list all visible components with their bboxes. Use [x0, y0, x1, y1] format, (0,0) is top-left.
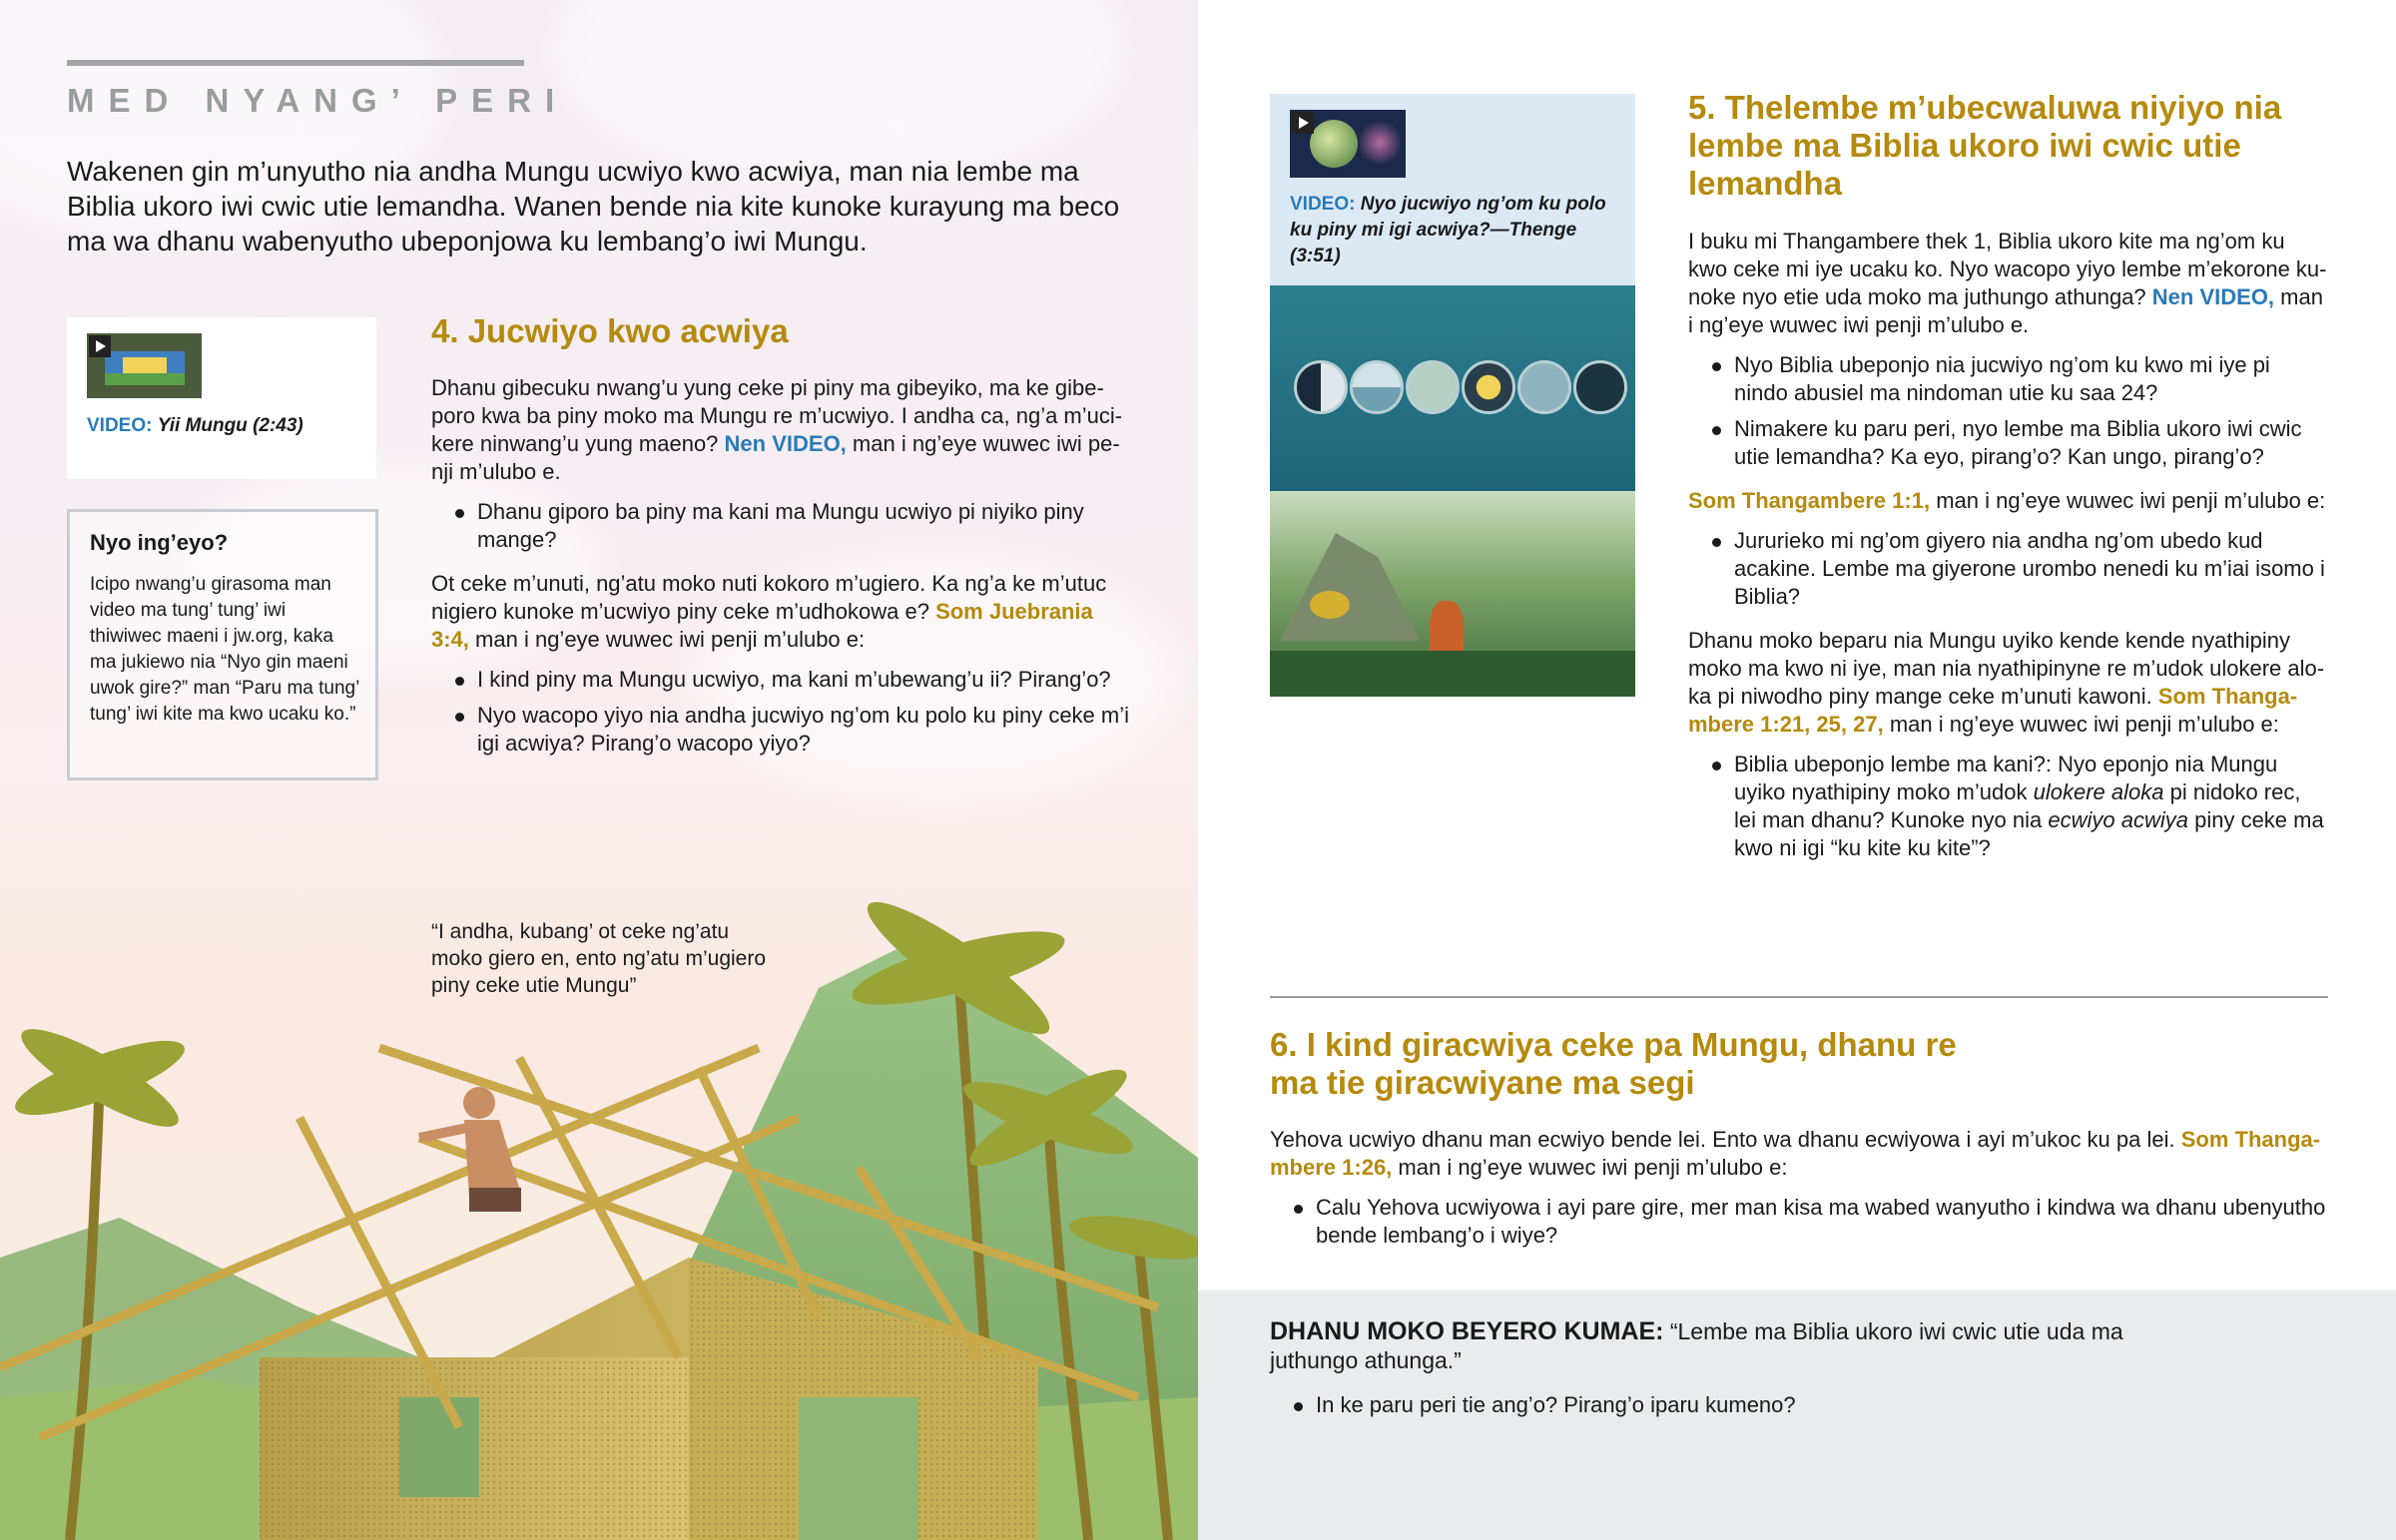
- section-4-paragraph-2: Ot ceke m’unuti, ng’atu moko nuti kokoro m’ugiero. Ka ng’a ke m’utuc nigiero kunoke m’ucwiyo piny ceke m’udhokowa e? Som Juebrania 3:4, man i ng’eye wuwec iwi penji m’ulubo e:: [431, 571, 1107, 652]
- nature-scene-image: [1270, 491, 1635, 697]
- objection-statement: [1270, 1317, 2128, 1375]
- video-prefix: VIDEO:: [87, 415, 153, 436]
- video-thumbnail[interactable]: [87, 333, 202, 398]
- video-title[interactable]: Yii Mungu (2:43): [157, 415, 303, 436]
- section-5-body: [1688, 228, 2327, 862]
- video-card-creation[interactable]: [1270, 94, 1635, 697]
- list-item: In ke paru peri tie ang’o? Pirang’o iparu kumeno?: [1292, 1391, 2290, 1419]
- section-divider: [1270, 996, 2328, 998]
- section-6-heading: 6. I kind giracwiya ceke pa Mungu, dhanu re ma tie giracwiyane ma segi: [1270, 1026, 1957, 1101]
- play-icon[interactable]: [89, 335, 111, 357]
- scripture-link-genesis-1-26[interactable]: Som Thangambere 1:26,: [1270, 1127, 2321, 1180]
- sidebar-text: Icipo nwang’u girasoma man video ma tung’ tung’ iwi thiwiwec maeni i jw.org, kaka ma jukiewo nia “Nyo gin maeni uwok gire?” man “Paru ma tung’ tung’ iwi kite ma kwo ucaku ko.”: [90, 574, 359, 725]
- video-thumbnail[interactable]: [1290, 110, 1406, 178]
- section-4-body: [431, 374, 1130, 758]
- section-4-heading: 4. Jucwiyo kwo acwiya: [431, 312, 789, 349]
- section-5-paragraph-3: Dhanu moko beparu nia Mungu uyiko kende kende nyathipiny moko ma kwo ni iye, man nia nyathipinyne re m’udok ulokere aloka pi niwodho piny mange ceke m’unuti kawoni. Som Thangambere 1:21, 25, 27, man i ng’eye wuwec iwi penji m’ulubo e:: [1688, 628, 2325, 737]
- list-item: Nyo Biblia ubeponjo nia jucwiyo ng’om ku kwo mi iye pi nindo abusiel ma nindoman utie ku saa 24?: [1710, 351, 2327, 407]
- objection-quote: “Lembe ma Biblia ukoro iwi cwic utie uda ma juthungo athunga.”: [1270, 1318, 2123, 1373]
- image-caption: “I andha, kubang’ ot ceke ng’atu moko giero en, ento ng’atu m’ugiero piny ceke utie Mungu”: [431, 920, 767, 997]
- creation-days-image: [1270, 285, 1635, 491]
- list-item: Biblia ubeponjo lembe ma kani?: Nyo eponjo nia Mungu uyiko nyathipiny moko m’udok ulokere aloka pi nidoko rec, lei man dhanu? Kunoke nyo nia ecwiyo acwiya piny ceke ma kwo ni igi “ku kite ku kite”?: [1710, 751, 2327, 862]
- right-page: [1198, 0, 2396, 1540]
- video-prefix: VIDEO:: [1290, 194, 1356, 215]
- scripture-link-genesis-1-1[interactable]: Som Thangambere 1:1,: [1688, 488, 1931, 513]
- list-item: Nimakere ku paru peri, nyo lembe ma Biblia ukoro iwi cwic utie lemandha? Ka eyo, pirang’o? Kan ungo, pirang’o?: [1710, 415, 2327, 471]
- scripture-link-hebrews[interactable]: Som Juebrania 3:4,: [431, 599, 1093, 652]
- list-item: I kind piny ma Mungu ucwiyo, ma kani m’ubewang’u ii? Pirang’o?: [453, 666, 1130, 694]
- section-6-body: [1270, 1126, 2328, 1250]
- video-card-yii-mungu[interactable]: [67, 317, 376, 479]
- scripture-link-genesis-1-21[interactable]: Som Thangambere 1:21, 25, 27,: [1688, 684, 2298, 737]
- intro-paragraph: Wakenen gin m’unyutho nia andha Mungu ucwiyo kwo acwiya, man nia lembe ma Biblia ukoro iwi cwic utie lemandha. Wanen bende nia kite kunoke kurayung ma beco ma wa dhanu wabenyutho ubeponjowa ku lembang’o iwi Mungu.: [67, 156, 1120, 257]
- section-5-heading: 5. Thelembe m’ubecwaluwa niyiyo nia lembe ma Biblia ukoro iwi cwic utie lemandha: [1688, 89, 2282, 202]
- list-item: Nyo wacopo yiyo nia andha jucwiyo ng’om ku polo ku piny ceke m’i igi acwiya? Pirang’o wacopo yiyo?: [453, 702, 1130, 758]
- sidebar-title: Nyo ing’eyo?: [90, 530, 229, 555]
- section-rule: [67, 60, 524, 66]
- list-item: Calu Yehova ucwiyowa i ayi pare gire, mer man kisa ma wabed wanyutho i kindwa wa dhanu ubenyutho bende lembang’o i wiye?: [1292, 1194, 2328, 1250]
- video-title[interactable]: Nyo jucwiyo ng’om ku polo ku piny mi igi acwiya?—Thenge (3:51): [1290, 194, 1606, 266]
- section-5-paragraph-1: I buku mi Thangambere thek 1, Biblia ukoro kite ma ng’om ku kwo ceke mi iye ucaku ko. Nyo wacopo yiyo lembe m’ekorone kunoke nyo etie uda moko ma juthungo athunga? Nen VIDEO, man i ng’eye wuwec iwi penji m’ulubo e.: [1688, 229, 2327, 337]
- section-6-paragraph-1: Yehova ucwiyo dhanu man ecwiyo bende lei. Ento wa dhanu ecwiyowa i ayi m’ukoc ku pa lei. Som Thangambere 1:26, man i ng’eye wuwec iwi penji m’ulubo e:: [1270, 1127, 2321, 1180]
- play-icon[interactable]: [1292, 112, 1314, 134]
- see-video-link[interactable]: Nen VIDEO,: [724, 431, 847, 456]
- section-4-paragraph-1: Dhanu gibecuku nwang’u yung ceke pi piny ma gibeyiko, ma ke gibeporo kwa ba piny moko ma Mungu re m’ucwiyo. I andha ca, ng’a m’ucikere ninwang’u yung maeno? Nen VIDEO, man i ng’eye wuwec iwi penji m’ulubo e.: [431, 375, 1123, 484]
- did-you-know-box: [67, 509, 378, 780]
- list-item: Jururieko mi ng’om giyero nia andha ng’om ubedo kud acakine. Lembe ma giyerone urombo nenedi ku m’iai isomo i Biblia?: [1710, 527, 2327, 611]
- see-video-link[interactable]: Nen VIDEO,: [2151, 284, 2275, 309]
- list-item: Dhanu giporo ba piny ma kani ma Mungu ucwiyo pi niyiko piny mange?: [453, 498, 1130, 554]
- section-label: MED NYANG’ PERI: [67, 82, 569, 119]
- section-5-paragraph-2: Som Thangambere 1:1, man i ng’eye wuwec iwi penji m’ulubo e:: [1688, 488, 2326, 513]
- objection-label: DHANU MOKO BEYERO KUMAE:: [1270, 1317, 1664, 1345]
